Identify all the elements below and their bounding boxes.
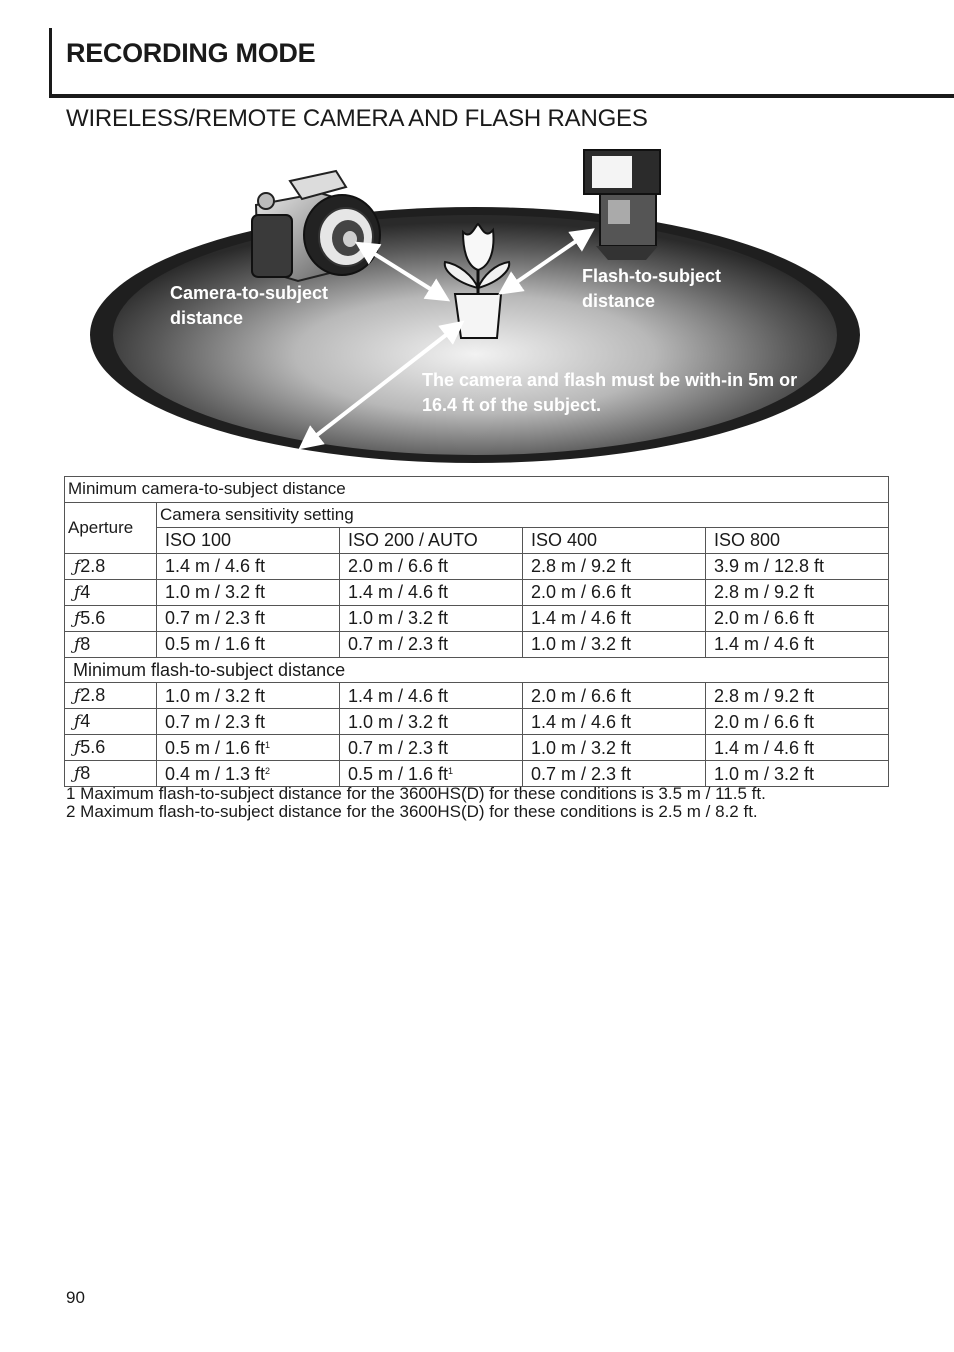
table-section-row bbox=[65, 477, 889, 503]
aperture-value: 2.8 bbox=[80, 685, 106, 705]
iso-header: ISO 200 / AUTO bbox=[340, 528, 523, 554]
distance-cell: 1.0 m / 3.2 ft bbox=[523, 631, 706, 657]
distance-value: 0.7 m / 2.3 ft bbox=[531, 763, 632, 784]
table-row bbox=[65, 735, 889, 761]
aperture-cell bbox=[65, 683, 157, 709]
flash-section-title: Minimum flash-to-subject distance bbox=[65, 657, 889, 683]
table-row bbox=[65, 579, 889, 605]
distance-cell bbox=[706, 735, 889, 761]
distance-cell: 3.9 m / 12.8 ft bbox=[706, 553, 889, 579]
header-horizontal-rule bbox=[49, 94, 954, 98]
footnotes bbox=[66, 785, 766, 821]
aperture-symbol: ƒ bbox=[74, 608, 81, 629]
distance-cell: 1.4 m / 4.6 ft bbox=[523, 605, 706, 631]
aperture-symbol: ƒ bbox=[74, 634, 81, 655]
distance-cell bbox=[340, 683, 523, 709]
footnote-marker: 1 bbox=[448, 765, 454, 776]
aperture-value: 4 bbox=[80, 581, 91, 602]
aperture-cell bbox=[65, 709, 157, 735]
distance-cell: 1.0 m / 3.2 ft bbox=[157, 579, 340, 605]
distance-value: 1.0 m / 3.2 ft bbox=[714, 763, 815, 784]
aperture-header: Aperture bbox=[65, 502, 157, 553]
aperture-value: 4 bbox=[80, 711, 91, 731]
distance-value: 0.5 m / 1.6 ft bbox=[348, 763, 449, 784]
aperture-value: 8 bbox=[80, 633, 91, 654]
footnote: 2 Maximum flash-to-subject distance for the 3600HS(D) for these conditions is 2.5 m / 8.2 ft. bbox=[66, 802, 758, 821]
table-row bbox=[65, 553, 889, 579]
aperture-symbol: ƒ bbox=[74, 556, 81, 577]
table-row bbox=[65, 631, 889, 657]
aperture-value: 5.6 bbox=[80, 607, 106, 628]
distance-cell bbox=[157, 761, 340, 787]
flash-distance-label: Flash-to-subject distance bbox=[582, 266, 722, 311]
distance-cell: 2.8 m / 9.2 ft bbox=[706, 579, 889, 605]
table-header-row bbox=[65, 502, 889, 528]
distance-value: 1.0 m / 3.2 ft bbox=[531, 737, 632, 758]
aperture-symbol: ƒ bbox=[74, 686, 81, 706]
page-number: 90 bbox=[66, 1288, 85, 1307]
distance-cell bbox=[706, 709, 889, 735]
distance-value: 0.5 m / 1.6 ft bbox=[165, 737, 266, 758]
distance-cell: 0.5 m / 1.6 ft bbox=[157, 631, 340, 657]
aperture-symbol: ƒ bbox=[74, 738, 81, 758]
footnote-marker: 1 bbox=[265, 739, 271, 750]
distance-value: 0.4 m / 1.3 ft bbox=[165, 763, 266, 784]
distance-table bbox=[64, 476, 889, 787]
distance-cell bbox=[340, 735, 523, 761]
distance-value: 2.8 m / 9.2 ft bbox=[714, 685, 815, 706]
distance-value: 2.0 m / 6.6 ft bbox=[714, 711, 815, 732]
camera-icon bbox=[252, 171, 380, 281]
aperture-cell bbox=[65, 761, 157, 787]
distance-value: 0.7 m / 2.3 ft bbox=[165, 711, 266, 732]
footnote-marker: 2 bbox=[265, 765, 271, 776]
aperture-cell bbox=[65, 579, 157, 605]
distance-value: 1.0 m / 3.2 ft bbox=[165, 685, 266, 706]
iso-header-row bbox=[65, 528, 889, 554]
table-row bbox=[65, 605, 889, 631]
aperture-cell bbox=[65, 605, 157, 631]
distance-cell: 0.7 m / 2.3 ft bbox=[157, 605, 340, 631]
distance-cell bbox=[523, 761, 706, 787]
distance-cell bbox=[157, 709, 340, 735]
distance-cell bbox=[340, 761, 523, 787]
distance-cell bbox=[157, 683, 340, 709]
distance-value: 1.4 m / 4.6 ft bbox=[348, 685, 449, 706]
distance-cell: 0.7 m / 2.3 ft bbox=[340, 631, 523, 657]
distance-cell: 1.4 m / 4.6 ft bbox=[157, 553, 340, 579]
aperture-symbol: ƒ bbox=[74, 764, 81, 784]
distance-value: 1.0 m / 3.2 ft bbox=[348, 711, 449, 732]
camera-distance-label: Camera-to-subject distance bbox=[170, 283, 329, 328]
aperture-value: 2.8 bbox=[80, 555, 106, 576]
aperture-value: 8 bbox=[80, 763, 91, 783]
distance-cell: 2.0 m / 6.6 ft bbox=[706, 605, 889, 631]
table-row bbox=[65, 709, 889, 735]
distance-value: 2.0 m / 6.6 ft bbox=[531, 685, 632, 706]
iso-header: ISO 800 bbox=[706, 528, 889, 554]
distance-cell: 2.8 m / 9.2 ft bbox=[523, 553, 706, 579]
distance-cell: 1.4 m / 4.6 ft bbox=[340, 579, 523, 605]
aperture-symbol: ƒ bbox=[74, 712, 81, 732]
distance-cell bbox=[706, 683, 889, 709]
footnote: 1 Maximum flash-to-subject distance for the 3600HS(D) for these conditions is 3.5 m / 11.5 ft. bbox=[66, 784, 766, 803]
page-subtitle: WIRELESS/REMOTE CAMERA AND FLASH RANGES bbox=[66, 105, 648, 132]
section-title: RECORDING MODE bbox=[66, 38, 316, 68]
distance-value: 1.4 m / 4.6 ft bbox=[714, 737, 815, 758]
aperture-symbol: ƒ bbox=[74, 582, 81, 603]
distance-table-body bbox=[65, 477, 889, 787]
camera-section-title: Minimum camera-to-subject distance bbox=[65, 477, 889, 503]
range-diagram bbox=[80, 140, 880, 470]
table-row bbox=[65, 761, 889, 787]
range-note: The camera and flash must be with-in 5m or 16.4 ft of the subject. bbox=[422, 370, 798, 415]
distance-cell bbox=[340, 709, 523, 735]
iso-header: ISO 100 bbox=[157, 528, 340, 554]
distance-cell bbox=[523, 735, 706, 761]
distance-cell bbox=[157, 735, 340, 761]
iso-header: ISO 400 bbox=[523, 528, 706, 554]
sensitivity-header: Camera sensitivity setting bbox=[157, 502, 889, 528]
header-vertical-rule bbox=[49, 28, 52, 98]
aperture-value: 5.6 bbox=[80, 737, 106, 757]
distance-value: 1.4 m / 4.6 ft bbox=[531, 711, 632, 732]
distance-cell: 1.0 m / 3.2 ft bbox=[340, 605, 523, 631]
distance-cell: 1.4 m / 4.6 ft bbox=[706, 631, 889, 657]
distance-value: 0.7 m / 2.3 ft bbox=[348, 737, 449, 758]
table-row bbox=[65, 683, 889, 709]
aperture-cell bbox=[65, 631, 157, 657]
aperture-cell bbox=[65, 553, 157, 579]
distance-cell bbox=[523, 709, 706, 735]
aperture-cell bbox=[65, 735, 157, 761]
distance-cell: 2.0 m / 6.6 ft bbox=[340, 553, 523, 579]
distance-cell bbox=[523, 683, 706, 709]
distance-cell bbox=[706, 761, 889, 787]
table-section-row bbox=[65, 657, 889, 683]
distance-cell: 2.0 m / 6.6 ft bbox=[523, 579, 706, 605]
